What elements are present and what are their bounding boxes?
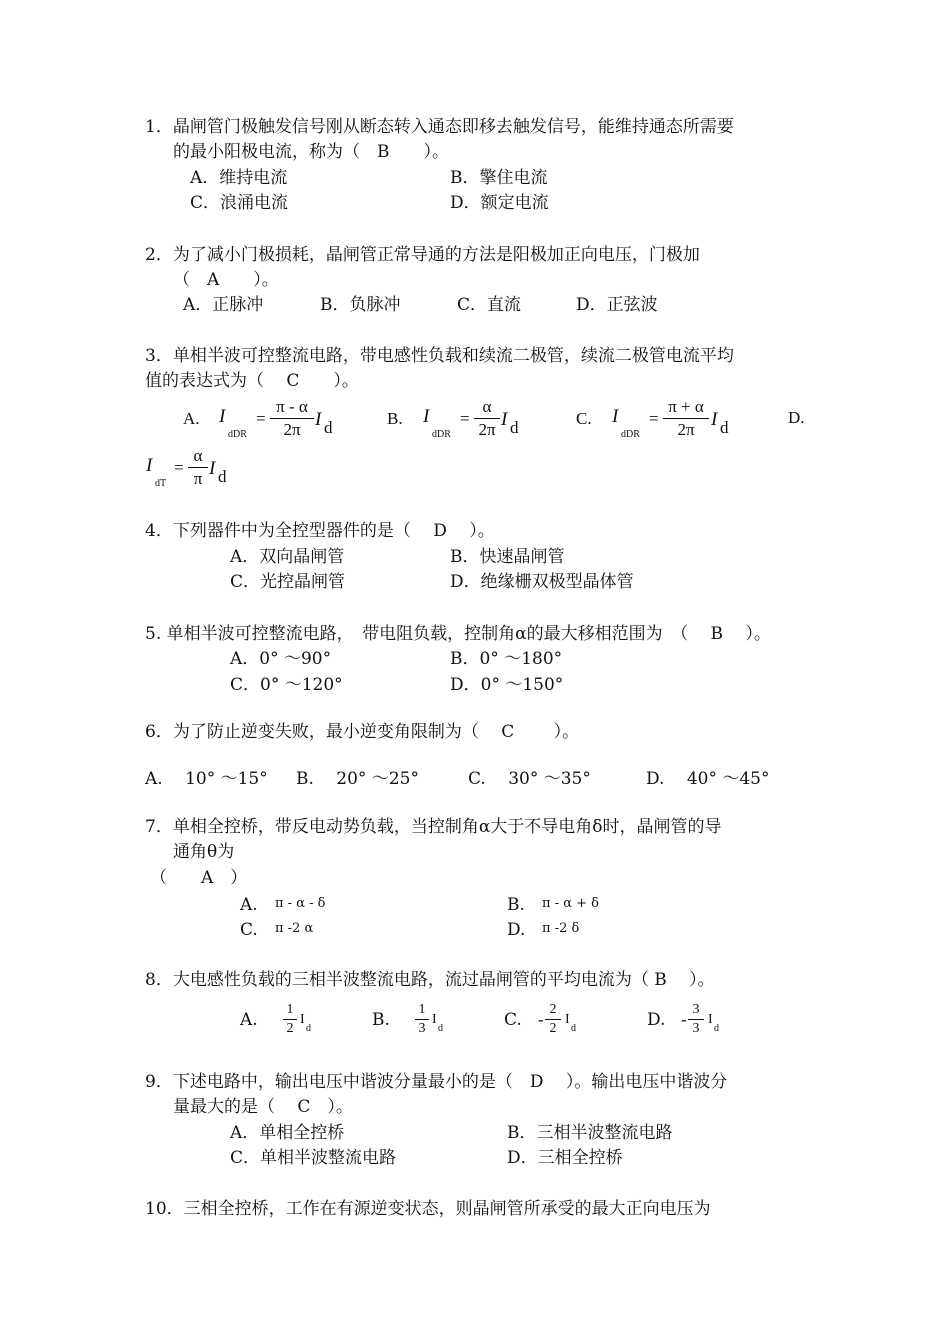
question-7-line-2: 通角θ为 [173, 842, 235, 862]
q8-b-fraction [415, 1002, 429, 1037]
formula-c-tail-sub: d [720, 418, 729, 437]
formula-c-equals: = [649, 409, 659, 428]
q8-a-denominator: 2 [286, 1021, 294, 1036]
fraction-bar [270, 418, 314, 419]
question-1-option-b: B．擎住电流 [450, 168, 548, 188]
formula-a-sub: dDR [228, 429, 247, 440]
formula-d-tail-sub: d [218, 467, 227, 486]
q8-b-letter: B. [372, 1010, 390, 1030]
q8-d-fraction [688, 1002, 704, 1037]
q8-b-sub: d [438, 1023, 443, 1034]
q8-c-var: I [565, 1012, 570, 1027]
formula-b-tail: I [501, 409, 508, 430]
question-7-option-d-letter: D. [507, 920, 526, 940]
formula-b-fraction [474, 397, 500, 440]
formula-b-sub: dDR [432, 429, 451, 440]
q8-a-var: I [300, 1012, 305, 1027]
question-1-line-1: 1．晶闸管门极触发信号刚从断态转入通态即移去触发信号，能维持通态所需要 [145, 117, 734, 137]
question-7-option-d-value: π -2 δ [542, 921, 580, 936]
question-7-option-b-value: π - α + δ [542, 896, 599, 911]
formula-d-sub: dT [155, 478, 167, 489]
formula-d-denominator: π [193, 469, 203, 488]
formula-d-letter: D. [788, 408, 805, 427]
formula-b-letter: B. [387, 409, 403, 428]
q8-b-var: I [432, 1012, 437, 1027]
question-4-option-c: C．光控晶闸管 [230, 572, 346, 592]
formula-d-tail: I [209, 458, 216, 479]
question-5-option-a: A．0° ～90° [230, 649, 332, 669]
fraction-bar [688, 1019, 704, 1020]
question-7-option-c-value: π -2 α [275, 921, 314, 936]
fraction-bar [188, 467, 208, 468]
formula-a-tail-sub: d [324, 418, 333, 437]
question-9-line-2: 量最大的是（ C ）。 [173, 1097, 353, 1117]
question-3-line-2: 值的表达式为（ C ）。 [145, 371, 359, 391]
formula-c-var: I [612, 406, 619, 427]
question-9-line-1: 9．下述电路中，输出电压中谐波分量最小的是（ D ）。输出电压中谐波分 [145, 1072, 728, 1092]
fraction-bar [415, 1019, 429, 1020]
question-8-line-1: 8．大电感性负载的三相半波整流电路，流过晶闸管的平均电流为（ B ）。 [145, 970, 715, 990]
formula-b-denominator: 2π [478, 420, 496, 439]
q8-d-sign: - [681, 1010, 687, 1029]
question-1-option-d: D．额定电流 [450, 193, 549, 213]
formula-a-var: I [219, 406, 226, 427]
q8-c-fraction [545, 1002, 561, 1037]
formula-a-tail: I [315, 409, 322, 430]
fraction-bar [545, 1019, 561, 1020]
formula-b-numerator: α [482, 397, 492, 416]
q8-c-numerator: 2 [549, 1002, 557, 1017]
question-4-line-1: 4．下列器件中为全控型器件的是（ D ）。 [145, 521, 495, 541]
q8-a-fraction [283, 1002, 297, 1037]
formula-d-equals: = [174, 458, 184, 477]
question-2-option-b: B．负脉冲 [320, 295, 401, 315]
q8-c-sign: - [538, 1010, 544, 1029]
formula-d-fraction [188, 446, 208, 489]
question-9-option-b: B．三相半波整流电路 [507, 1123, 673, 1143]
question-2-option-a: A．正脉冲 [183, 295, 264, 315]
q8-c-sub: d [571, 1023, 576, 1034]
formula-a-numerator: π - α [276, 397, 308, 416]
q8-d-denominator: 3 [692, 1021, 700, 1036]
q8-b-numerator: 1 [418, 1002, 426, 1017]
question-1-option-a: A．维持电流 [190, 168, 288, 188]
q8-c-letter: C. [504, 1010, 522, 1030]
formula-c-numerator: π + α [668, 397, 704, 416]
formula-d-var: I [146, 455, 153, 476]
question-6-option-a: A. 10° ～15° [145, 769, 268, 789]
question-9-option-a: A．单相全控桥 [230, 1123, 345, 1143]
formula-c-fraction [663, 397, 709, 440]
formula-b-tail-sub: d [510, 418, 519, 437]
q8-a-sub: d [306, 1023, 311, 1034]
question-9-option-d: D．三相全控桥 [507, 1148, 623, 1168]
question-7-line-3: （ A ） [150, 868, 248, 888]
q8-d-var: I [708, 1012, 713, 1027]
formula-c-letter: C. [576, 409, 592, 428]
question-2-option-c: C．直流 [457, 295, 522, 315]
question-6-line-1: 6．为了防止逆变失败，最小逆变角限制为（ C ）。 [145, 722, 580, 742]
formula-a-denominator: 2π [283, 420, 301, 439]
q8-c-denominator: 2 [549, 1021, 557, 1036]
question-5-line-1: 5. 单相半波可控整流电路， 带电阻负载，控制角α的最大移相范围为 （ B ）。 [145, 624, 771, 644]
fraction-bar [283, 1019, 297, 1020]
question-5-option-b: B．0° ～180° [450, 649, 563, 669]
question-4-option-a: A．双向晶闸管 [230, 547, 345, 567]
formula-b-var: I [423, 406, 430, 427]
question-7-option-a-value: π - α - δ [275, 896, 326, 911]
question-2-line-1: 2．为了减小门极损耗，晶闸管正常导通的方法是阳极加正向电压，门极加 [145, 245, 700, 265]
question-7-option-c-letter: C. [240, 920, 258, 940]
question-3-line-1: 3．单相半波可控整流电路，带电感性负载和续流二极管，续流二极管电流平均 [145, 346, 734, 366]
formula-d-numerator: α [193, 446, 203, 465]
question-4-option-b: B．快速晶闸管 [450, 547, 565, 567]
formula-a-equals: = [256, 409, 266, 428]
q8-d-letter: D. [647, 1010, 666, 1030]
formula-b-equals: = [460, 409, 470, 428]
formula-c-denominator: 2π [677, 420, 695, 439]
q8-b-denominator: 3 [418, 1021, 426, 1036]
question-9-option-c: C．单相半波整流电路 [230, 1148, 397, 1168]
question-6-option-c: C. 30° ～35° [468, 769, 591, 789]
fraction-bar [663, 418, 709, 419]
q8-d-sub: d [714, 1023, 719, 1034]
formula-c-sub: dDR [621, 429, 640, 440]
formula-c-tail: I [711, 409, 718, 430]
q8-d-numerator: 3 [692, 1002, 700, 1017]
question-6-option-d: D. 40° ～45° [646, 769, 770, 789]
question-10-line-1: 10．三相全控桥，工作在有源逆变状态，则晶闸管所承受的最大正向电压为 [145, 1199, 711, 1219]
q8-a-letter: A. [240, 1010, 258, 1030]
question-4-option-d: D．绝缘栅双极型晶体管 [450, 572, 634, 592]
question-7-option-a-letter: A. [240, 895, 258, 915]
formula-a-letter: A. [183, 409, 200, 428]
question-1-line-2: 的最小阳极电流，称为（ B ）。 [173, 142, 449, 162]
question-6-option-b: B. 20° ～25° [296, 769, 419, 789]
question-1-option-c: C．浪涌电流 [190, 193, 289, 213]
q8-a-numerator: 1 [286, 1002, 294, 1017]
fraction-bar [474, 418, 500, 419]
formula-a-fraction [270, 397, 314, 440]
question-2-option-d: D．正弦波 [576, 295, 658, 315]
question-5-option-d: D．0° ～150° [450, 675, 564, 695]
question-7-line-1: 7．单相全控桥，带反电动势负载，当控制角α大于不导电角δ时，晶闸管的导 [145, 817, 722, 837]
question-2-line-2: （ A ）。 [173, 270, 279, 290]
question-5-option-c: C．0° ～120° [230, 675, 343, 695]
question-7-option-b-letter: B. [507, 895, 525, 915]
